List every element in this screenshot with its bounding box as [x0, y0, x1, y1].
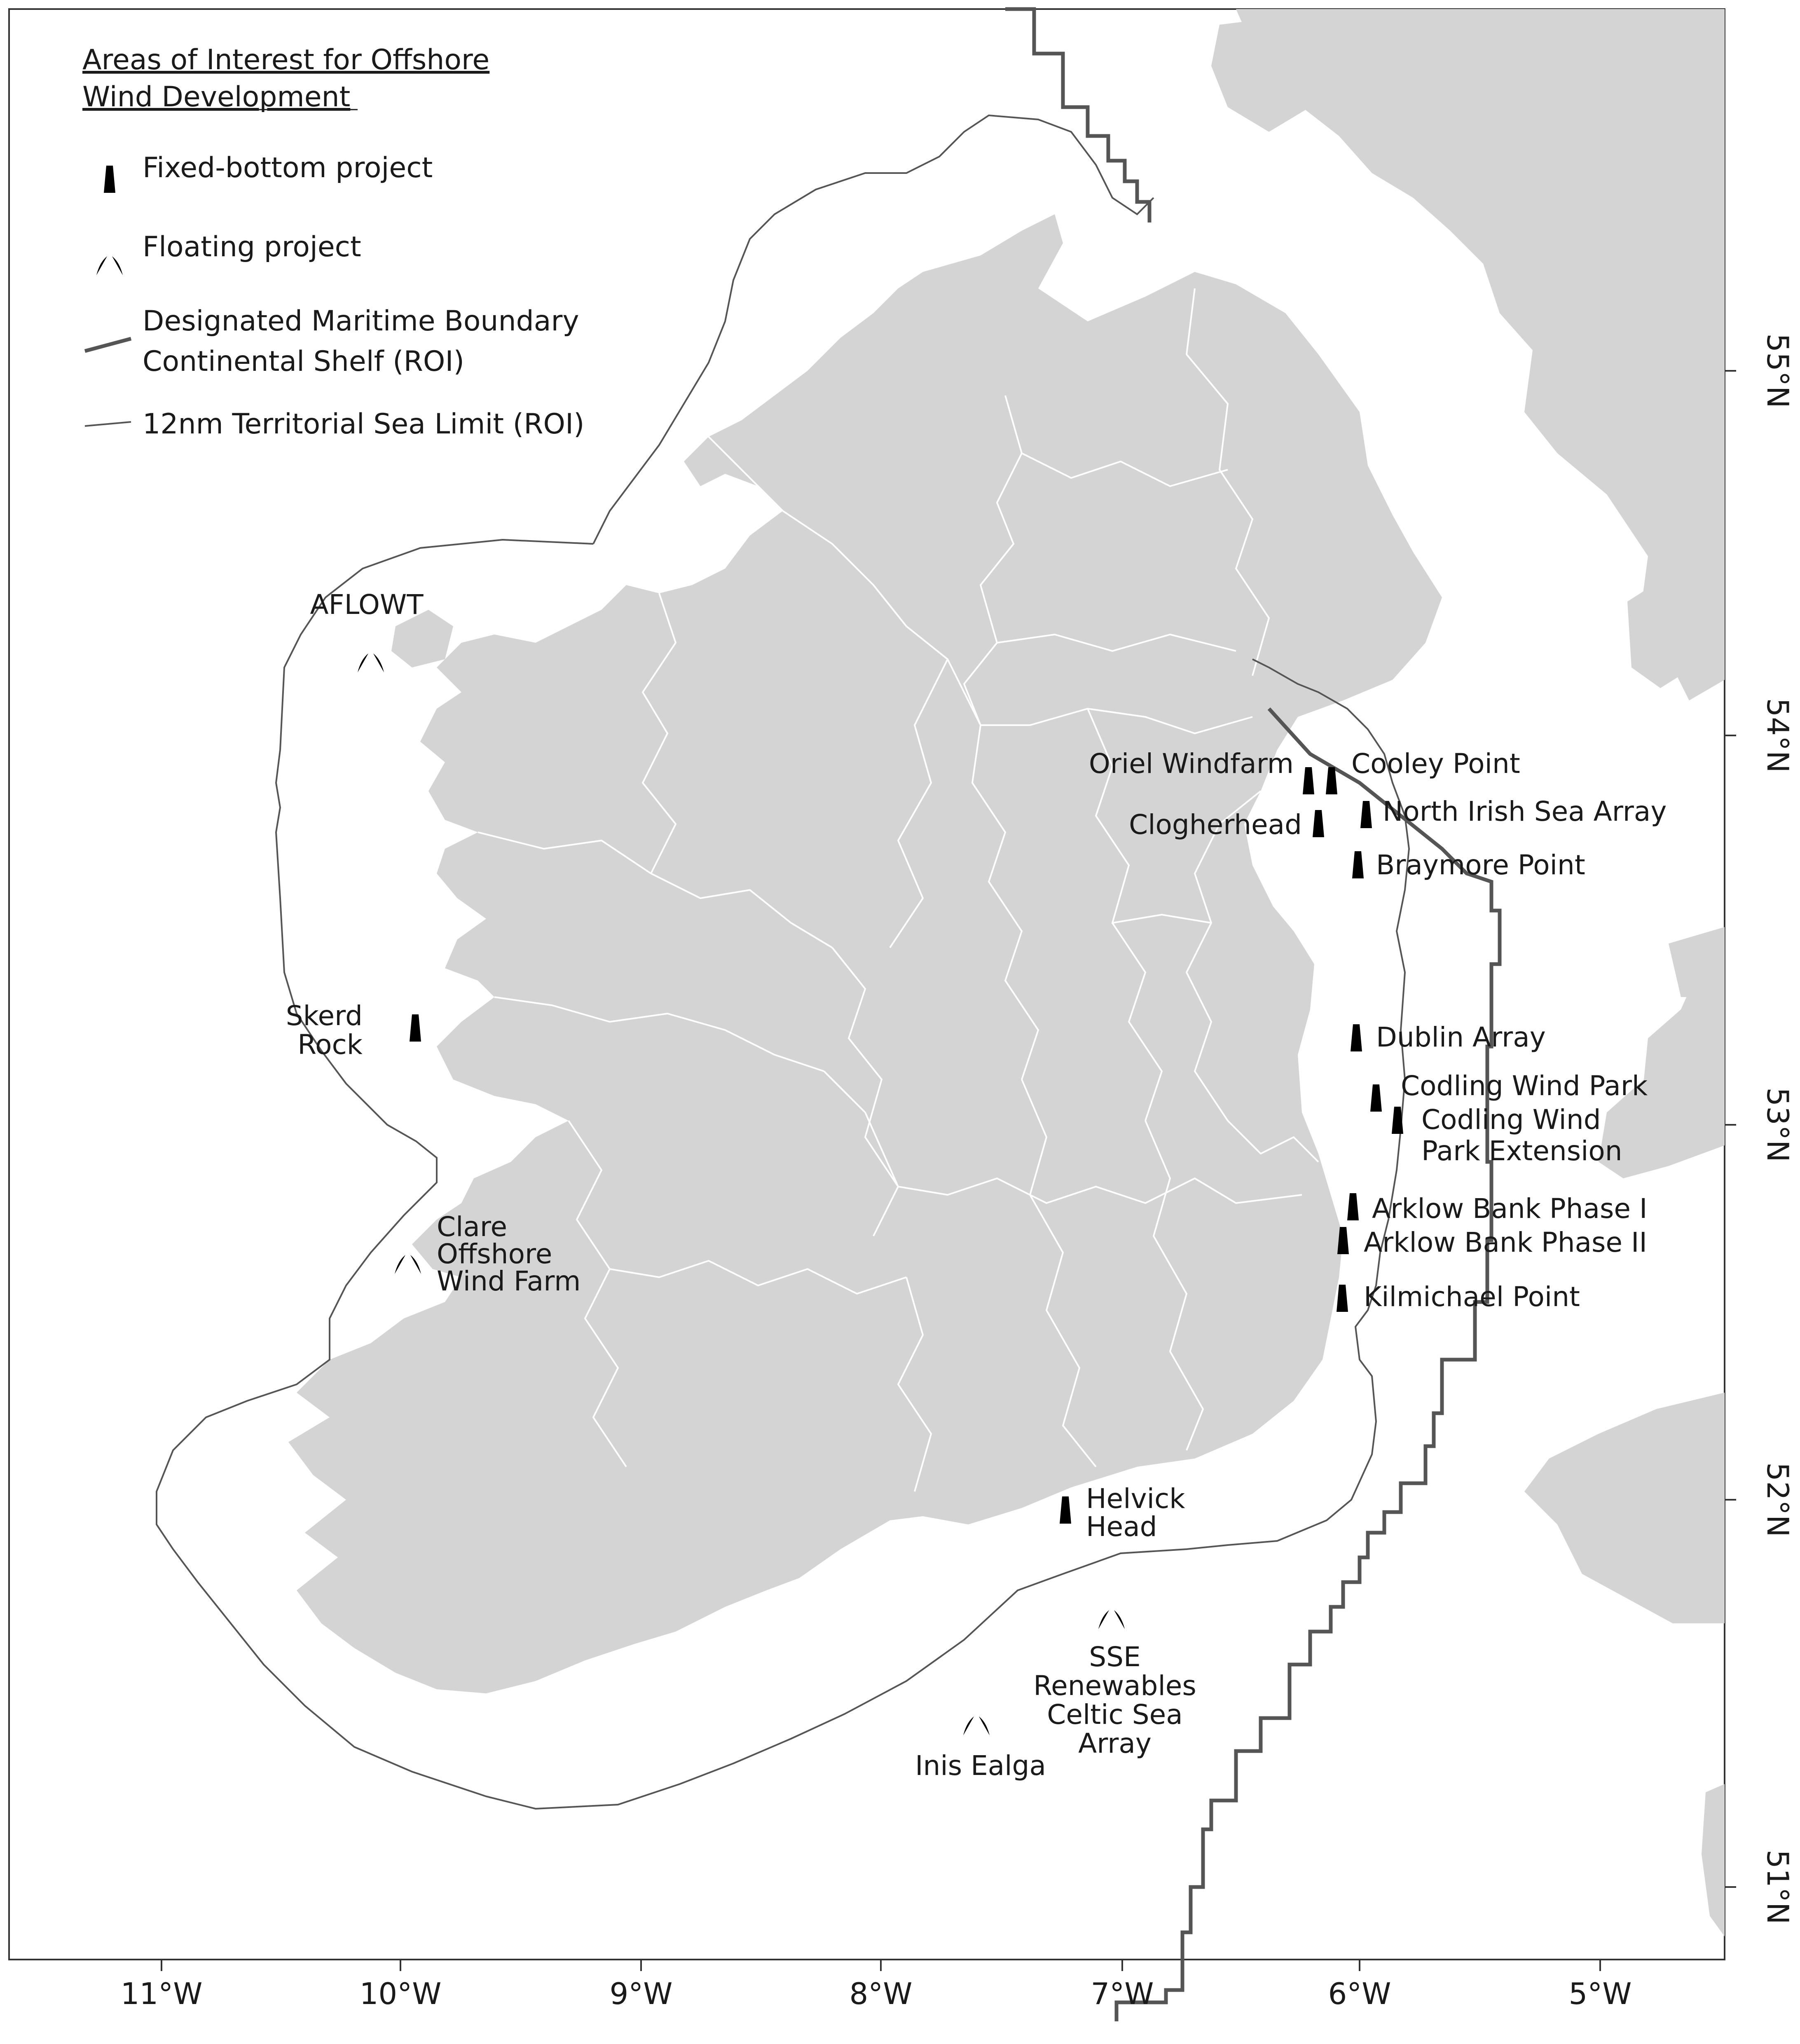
project-label: Celtic Sea — [1047, 1699, 1183, 1730]
x-tick-label: 5°W — [1568, 1976, 1632, 2011]
legend-title-line2: Wind Development — [82, 81, 351, 113]
y-tick-label: 53°N — [1760, 1087, 1795, 1162]
project-label: Codling Wind — [1421, 1104, 1601, 1136]
project-label: Arklow Bank Phase II — [1364, 1227, 1647, 1258]
y-axis — [1725, 333, 1795, 1924]
x-tick-label: 8°W — [849, 1976, 913, 2011]
project-label: Inis Ealga — [915, 1750, 1046, 1782]
x-tick-label: 6°W — [1328, 1976, 1391, 2011]
legend-shelf-label-line2: Continental Shelf (ROI) — [143, 345, 465, 378]
project-label: Helvick — [1086, 1483, 1185, 1515]
project-label: Kilmichael Point — [1364, 1281, 1580, 1313]
project-label: AFLOWT — [310, 589, 424, 620]
legend-floating-label: Floating project — [143, 231, 361, 263]
project-label: Braymore Point — [1376, 849, 1585, 881]
legend-territorial-label: 12nm Territorial Sea Limit (ROI) — [143, 408, 585, 440]
legend-shelf-label-line1: Designated Maritime Boundary — [143, 305, 579, 337]
project-label: Cooley Point — [1351, 748, 1520, 780]
project-label: Oriel Windfarm — [1088, 748, 1294, 780]
y-tick-label: 55°N — [1760, 333, 1795, 408]
x-tick-label: 7°W — [1091, 1976, 1154, 2011]
project-label: Renewables — [1033, 1670, 1196, 1702]
x-tick-label: 9°W — [609, 1976, 673, 2011]
project-label: Park Extension — [1421, 1135, 1622, 1167]
project-label: Offshore — [437, 1238, 552, 1270]
x-tick-label: 10°W — [359, 1976, 442, 2011]
project-label: Array — [1078, 1728, 1152, 1759]
legend-title-line1: Areas of Interest for Offshore — [82, 44, 490, 76]
x-axis — [121, 1960, 1632, 2011]
project-label: North Irish Sea Array — [1383, 796, 1667, 827]
project-label: Arklow Bank Phase I — [1372, 1193, 1648, 1225]
y-tick-label: 54°N — [1760, 698, 1795, 773]
project-label: SSE — [1089, 1641, 1141, 1673]
x-tick-label: 11°W — [120, 1976, 203, 2011]
y-tick-label: 51°N — [1760, 1850, 1795, 1925]
project-label: Skerd — [286, 1000, 363, 1032]
project-label: Rock — [297, 1029, 363, 1061]
y-tick-label: 52°N — [1760, 1462, 1795, 1537]
project-label: Clare — [437, 1211, 508, 1243]
project-label: Head — [1086, 1511, 1157, 1543]
project-label: Clogherhead — [1129, 809, 1302, 841]
project-label: Codling Wind Park — [1401, 1070, 1648, 1102]
legend-fixed-label: Fixed-bottom project — [143, 152, 433, 184]
project-label: Wind Farm — [437, 1265, 581, 1297]
project-label: Dublin Array — [1376, 1021, 1546, 1053]
